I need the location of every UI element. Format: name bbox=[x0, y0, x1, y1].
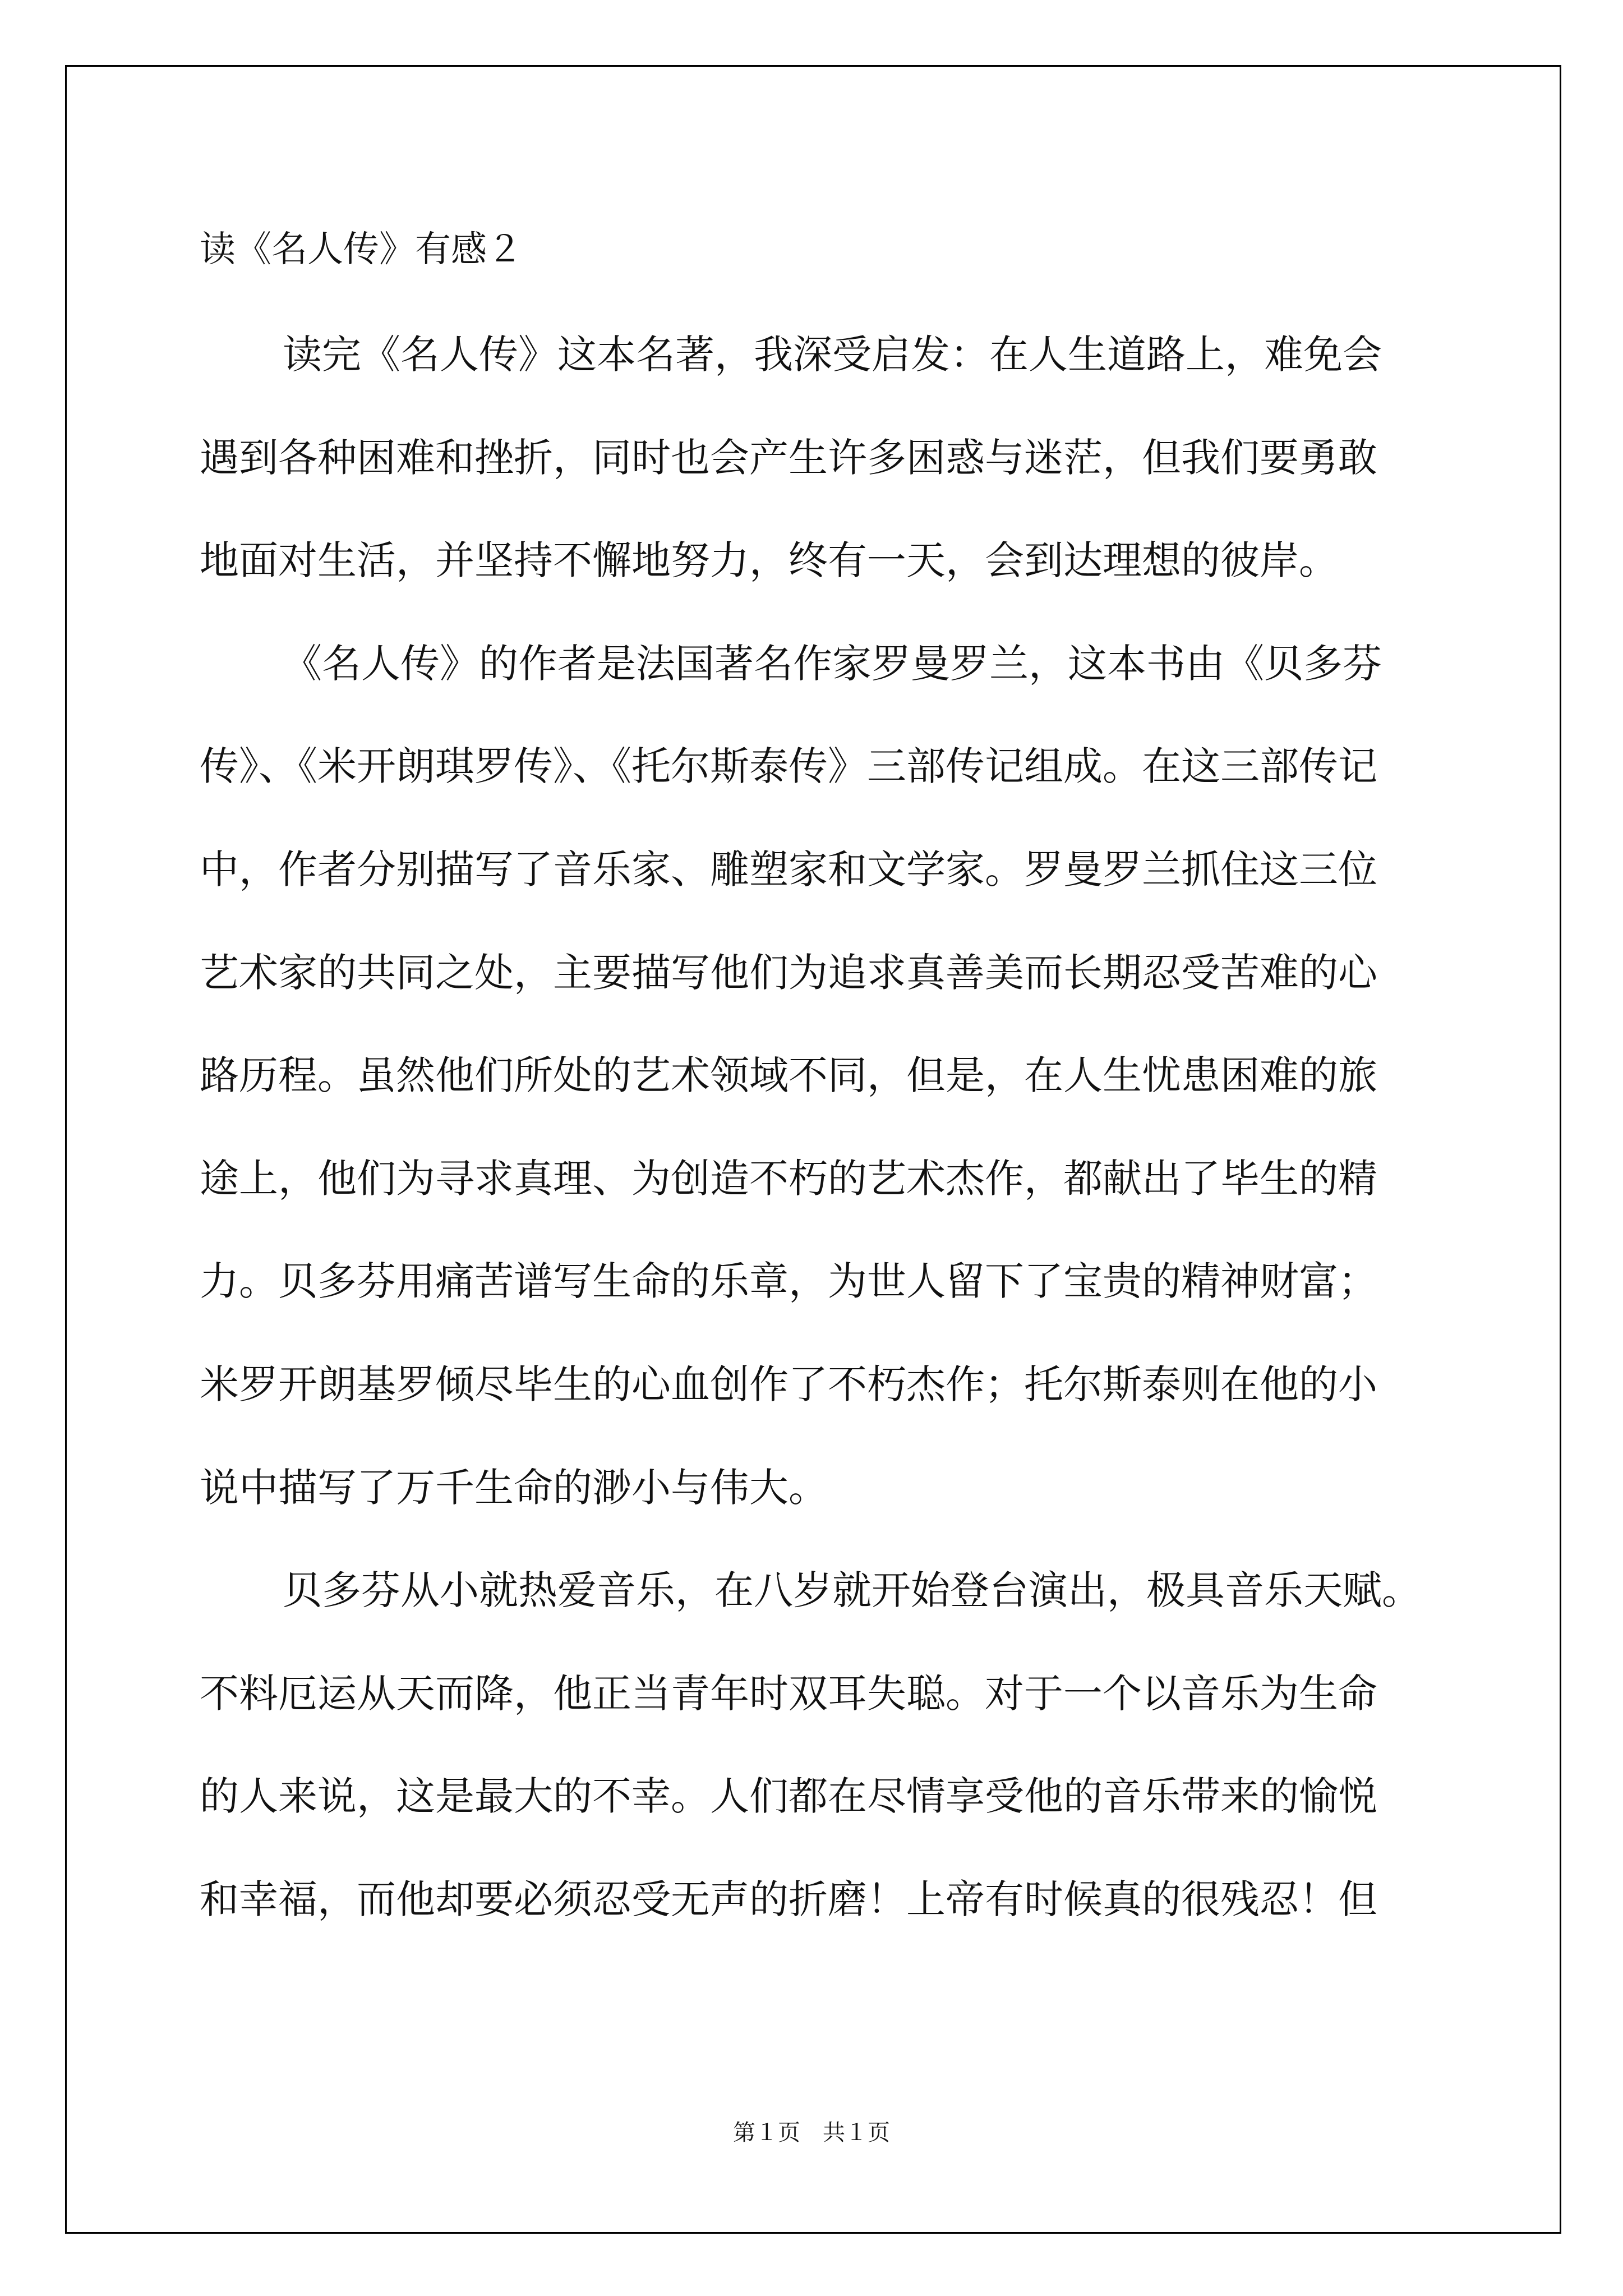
page-footer: 第１页 共１页 bbox=[733, 2120, 890, 2146]
text-line: 途上，他们为寻求真理、为创造不朽的艺术杰作，都献出了毕生的精 bbox=[200, 1155, 1377, 1202]
text-line: 艺术家的共同之处，主要描写他们为追求真善美而长期忍受苦难的心 bbox=[200, 949, 1377, 996]
text-line: 和幸福，而他却要必须忍受无声的折磨！上帝有时候真的很残忍！但 bbox=[200, 1876, 1377, 1922]
text-line: 遇到各种困难和挫折，同时也会产生许多困惑与迷茫，但我们要勇敢 bbox=[200, 434, 1377, 481]
text-line: 路历程。虽然他们所处的艺术领域不同，但是，在人生忧患困难的旅 bbox=[200, 1052, 1377, 1099]
text-line: 《名人传》的作者是法国著名作家罗曼罗兰，这本书由《贝多芬 bbox=[283, 640, 1382, 687]
text-line: 中，作者分别描写了音乐家、雕塑家和文学家。罗曼罗兰抓住这三位 bbox=[200, 846, 1377, 892]
text-line: 贝多芬从小就热爱音乐，在八岁就开始登台演出，极具音乐天赋。 bbox=[283, 1567, 1421, 1614]
text-line: 米罗开朗基罗倾尽毕生的心血创作了不朽杰作；托尔斯泰则在他的小 bbox=[200, 1361, 1377, 1407]
document-body bbox=[200, 326, 1456, 1975]
text-line: 说中描写了万千生命的渺小与伟大。 bbox=[200, 1464, 828, 1511]
text-line: 力。贝多芬用痛苦谱写生命的乐章，为世人留下了宝贵的精神财富； bbox=[200, 1258, 1377, 1305]
text-line: 传》、《米开朗琪罗传》、《托尔斯泰传》三部传记组成。在这三部传记 bbox=[200, 743, 1377, 790]
text-line: 地面对生活，并坚持不懈地努力，终有一天，会到达理想的彼岸。 bbox=[200, 537, 1338, 584]
text-line: 不料厄运从天而降，他正当青年时双耳失聪。对于一个以音乐为生命 bbox=[200, 1670, 1377, 1717]
document-title: 读《名人传》有感２ bbox=[200, 229, 523, 270]
text-line: 的人来说，这是最大的不幸。人们都在尽情享受他的音乐带来的愉悦 bbox=[200, 1773, 1377, 1820]
text-line: 读完《名人传》这本名著，我深受启发：在人生道路上，难免会 bbox=[283, 332, 1382, 378]
